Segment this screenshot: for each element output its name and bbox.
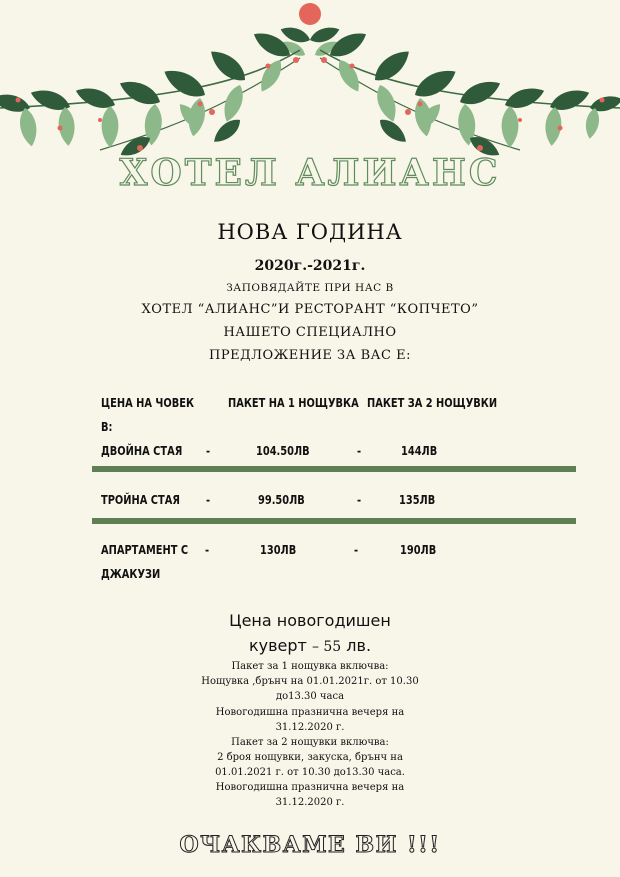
- invite-line-4: ПРЕДЛОЖЕНИЕ ЗА ВАС Е:: [209, 348, 411, 363]
- package-line: 31.12.2020 г.: [275, 797, 345, 808]
- header-one-night: ПАКЕТ НА 1 НОЩУВКА: [228, 396, 359, 410]
- row-divider: [92, 518, 576, 524]
- hotel-title: ХОТЕЛ АЛИАНС: [119, 152, 501, 194]
- room-type: ТРОЙНА СТАЯ: [101, 493, 180, 507]
- closing-text: ОЧАКВАМЕ ВИ !!!: [179, 832, 441, 858]
- room-type: АПАРТАМЕНТ С: [101, 543, 189, 557]
- room-type-line-2: ДЖАКУЗИ: [101, 567, 161, 581]
- package-line: 31.12.2020 г.: [275, 722, 345, 733]
- package-line: Пакет за 2 нощувки включва:: [231, 737, 389, 748]
- dash: -: [354, 543, 359, 557]
- invite-line-2: ХОТЕЛ “АЛИАНС”И РЕСТОРАНТ “КОПЧЕТО”: [141, 302, 479, 317]
- event-years: 2020г.-2021г.: [254, 258, 366, 274]
- header-price-per-person-in: В:: [101, 420, 113, 434]
- dash: -: [357, 444, 362, 458]
- package-line: до13.30 часа: [275, 691, 345, 702]
- cover-price-unit: лв.: [346, 636, 372, 655]
- cover-price-title: Цена новогодишен: [229, 611, 391, 630]
- berry-icon: [299, 3, 321, 25]
- package-line: Пакет за 1 нощувка включва:: [231, 661, 389, 672]
- cover-price-value: – 55: [311, 639, 342, 655]
- row-divider: [92, 466, 576, 472]
- package-line: Нощувка ,брънч на 01.01.2021г. от 10.30: [201, 676, 419, 687]
- header-price-per-person: ЦЕНА НА ЧОВЕК: [101, 396, 194, 410]
- price-two-nights: 190ЛВ: [400, 543, 437, 557]
- cover-price-line: [0, 636, 620, 655]
- dash: -: [206, 493, 211, 507]
- package-line: 01.01.2021 г. от 10.30 до13.30 часа.: [215, 767, 405, 778]
- dash: -: [357, 493, 362, 507]
- room-type: ДВОЙНА СТАЯ: [101, 444, 183, 458]
- price-one-night: 99.50ЛВ: [258, 493, 305, 507]
- invite-line-3: НАШЕТО СПЕЦИАЛНО: [223, 325, 397, 340]
- price-one-night: 104.50ЛВ: [256, 444, 310, 458]
- header-two-nights: ПАКЕТ ЗА 2 НОЩУВКИ: [367, 396, 498, 410]
- invite-line-1: ЗАПОВЯДАЙТЕ ПРИ НАС В: [226, 282, 394, 294]
- dash: -: [206, 444, 211, 458]
- package-line: Новогодишна празнична вечеря на: [215, 782, 405, 793]
- floral-garland-decoration: [0, 0, 620, 170]
- cover-label: куверт: [248, 636, 307, 655]
- price-one-night: 130ЛВ: [260, 543, 297, 557]
- price-two-nights: 135ЛВ: [399, 493, 436, 507]
- price-two-nights: 144ЛВ: [401, 444, 438, 458]
- event-title: НОВА ГОДИНА: [217, 220, 403, 244]
- dash: -: [205, 543, 210, 557]
- package-line: 2 броя нощувки, закуска, брънч на: [217, 752, 403, 763]
- package-line: Новогодишна празнична вечеря на: [215, 707, 405, 718]
